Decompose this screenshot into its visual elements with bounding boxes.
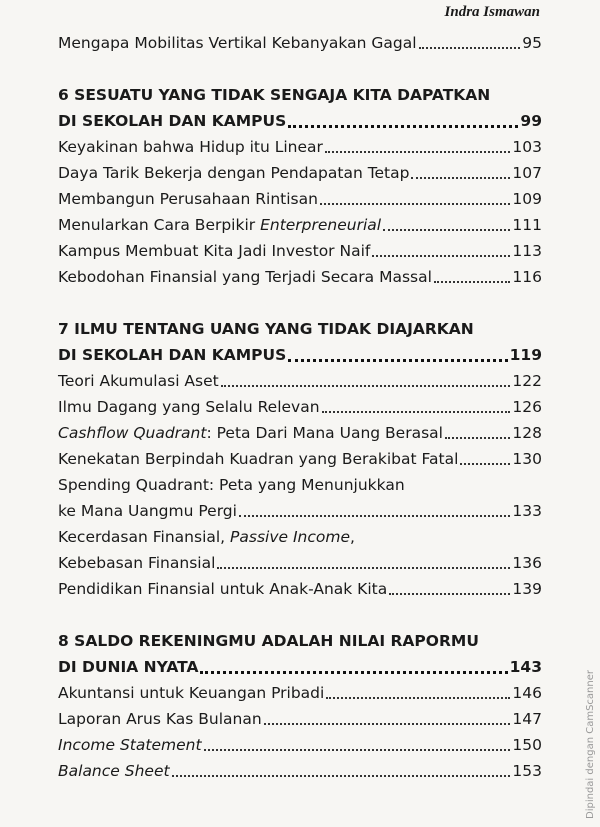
entry-text-part: Income Statement xyxy=(58,736,202,754)
toc-entry[interactable] xyxy=(58,238,542,264)
entry-title: Laporan Arus Kas Bulanan xyxy=(58,710,262,728)
page-number: 133 xyxy=(512,502,542,520)
dot-leader xyxy=(221,385,511,387)
entry-title: DI SEKOLAH DAN KAMPUS xyxy=(58,112,287,130)
entry-title: Kampus Membuat Kita Jadi Investor Naif xyxy=(58,242,371,260)
dot-leader xyxy=(288,359,507,362)
chapter-title-line: 6 SESUATU YANG TIDAK SENGAJA KITA DAPATKAN xyxy=(58,86,491,104)
entry-title: Akuntansi untuk Keuangan Pribadi xyxy=(58,684,325,702)
section-gap xyxy=(58,602,542,628)
toc-entry[interactable] xyxy=(58,134,542,160)
page-number: 109 xyxy=(512,190,542,208)
toc-entry[interactable] xyxy=(58,394,542,420)
dot-leader xyxy=(239,515,510,517)
toc-entry[interactable] xyxy=(58,446,542,472)
entry-title: Keyakinan bahwa Hidup itu Linear xyxy=(58,138,323,156)
dot-leader xyxy=(320,203,510,205)
page-number: 139 xyxy=(512,580,542,598)
table-of-contents xyxy=(58,30,542,784)
page-number: 113 xyxy=(512,242,542,260)
chapter-heading[interactable] xyxy=(58,628,542,680)
dot-leader xyxy=(204,749,511,751)
page-number: 119 xyxy=(509,346,542,364)
entry-title xyxy=(58,420,443,446)
entry-title: Membangun Perusahaan Rintisan xyxy=(58,190,318,208)
entry-title: DI SEKOLAH DAN KAMPUS xyxy=(58,346,287,364)
toc-entry[interactable] xyxy=(58,550,542,576)
entry-title xyxy=(58,758,170,784)
toc-entry[interactable] xyxy=(58,368,542,394)
chapter-title-line: 8 SALDO REKENINGMU ADALAH NILAI RAPORMU xyxy=(58,632,479,650)
dot-leader xyxy=(434,281,511,283)
toc-entry-line xyxy=(58,524,542,550)
toc-entry[interactable] xyxy=(58,186,542,212)
toc-entry[interactable] xyxy=(58,706,542,732)
page-number: 107 xyxy=(512,164,542,182)
toc-entry[interactable] xyxy=(58,420,542,446)
entry-text-part: Kecerdasan Finansial, xyxy=(58,528,231,546)
page-number: 143 xyxy=(509,658,542,676)
toc-entry[interactable] xyxy=(58,160,542,186)
page-number: 130 xyxy=(512,450,542,468)
dot-leader xyxy=(288,125,518,128)
toc-entry[interactable] xyxy=(58,758,542,784)
running-header-author: Indra Ismawan xyxy=(444,4,540,20)
entry-title: Spending Quadrant: Peta yang Menunjukkan xyxy=(58,476,405,494)
chapter-title-line: 7 ILMU TENTANG UANG YANG TIDAK DIAJARKAN xyxy=(58,320,474,338)
dot-leader xyxy=(264,723,511,725)
section-gap xyxy=(58,290,542,316)
dot-leader xyxy=(326,697,510,699)
dot-leader xyxy=(383,229,510,231)
dot-leader xyxy=(419,47,521,49)
page-number: 153 xyxy=(512,762,542,780)
toc-entry[interactable] xyxy=(58,342,542,368)
entry-title: Mengapa Mobilitas Vertikal Kebanyakan Gagal xyxy=(58,34,417,52)
entry-title xyxy=(58,732,202,758)
entry-title: Kenekatan Berpindah Kuadran yang Berakibat Fatal xyxy=(58,450,459,468)
dot-leader xyxy=(172,775,511,777)
toc-entry[interactable] xyxy=(58,108,542,134)
dot-leader xyxy=(460,463,510,465)
scanner-watermark: Dipindai dengan CamScanner xyxy=(585,670,596,819)
entry-text-part: Enterpreneurial xyxy=(260,216,382,234)
page-number: 116 xyxy=(512,268,542,286)
page-number: 146 xyxy=(512,684,542,702)
dot-leader xyxy=(325,151,510,153)
dot-leader xyxy=(217,567,510,569)
entry-title xyxy=(58,524,355,550)
toc-entry[interactable] xyxy=(58,680,542,706)
section-gap xyxy=(58,56,542,82)
entry-title: Teori Akumulasi Aset xyxy=(58,372,219,390)
entry-text-part: Menularkan Cara Berpikir xyxy=(58,216,261,234)
toc-entry[interactable] xyxy=(58,264,542,290)
chapter-heading[interactable] xyxy=(58,316,542,368)
entry-text-part: : Peta Dari Mana Uang Berasal xyxy=(206,424,443,442)
entry-title: DI DUNIA NYATA xyxy=(58,658,199,676)
toc-entry[interactable] xyxy=(58,212,542,238)
entry-title xyxy=(58,212,381,238)
dot-leader xyxy=(445,437,510,439)
chapter-heading[interactable] xyxy=(58,82,542,134)
entry-text-part: , xyxy=(350,528,355,546)
entry-text-part: Cashflow Quadrant xyxy=(58,424,207,442)
dot-leader xyxy=(200,671,507,674)
page-number: 122 xyxy=(512,372,542,390)
entry-title: Ilmu Dagang yang Selalu Relevan xyxy=(58,398,320,416)
entry-title: Pendidikan Finansial untuk Anak-Anak Kita xyxy=(58,580,388,598)
entry-title: Daya Tarik Bekerja dengan Pendapatan Tetap xyxy=(58,164,410,182)
toc-entry-line xyxy=(58,472,542,498)
toc-entry[interactable] xyxy=(58,30,542,56)
page-number: 126 xyxy=(512,398,542,416)
dot-leader xyxy=(389,593,510,595)
page-number: 147 xyxy=(512,710,542,728)
page-number: 111 xyxy=(512,216,542,234)
entry-title: Kebodohan Finansial yang Terjadi Secara Massal xyxy=(58,268,432,286)
toc-entry[interactable] xyxy=(58,498,542,524)
toc-entry[interactable] xyxy=(58,576,542,602)
entry-title: Kebebasan Finansial xyxy=(58,554,216,572)
entry-title: ke Mana Uangmu Pergi xyxy=(58,502,237,520)
toc-entry[interactable] xyxy=(58,654,542,680)
page-number: 136 xyxy=(512,554,542,572)
page-number: 99 xyxy=(520,112,542,130)
toc-entry[interactable] xyxy=(58,732,542,758)
page-number: 150 xyxy=(512,736,542,754)
dot-leader xyxy=(372,255,510,257)
entry-text-part: Passive Income xyxy=(230,528,351,546)
page-number: 95 xyxy=(522,34,542,52)
page-number: 103 xyxy=(512,138,542,156)
page-number: 128 xyxy=(512,424,542,442)
dot-leader xyxy=(411,177,510,179)
entry-text-part: Balance Sheet xyxy=(58,762,170,780)
dot-leader xyxy=(322,411,511,413)
